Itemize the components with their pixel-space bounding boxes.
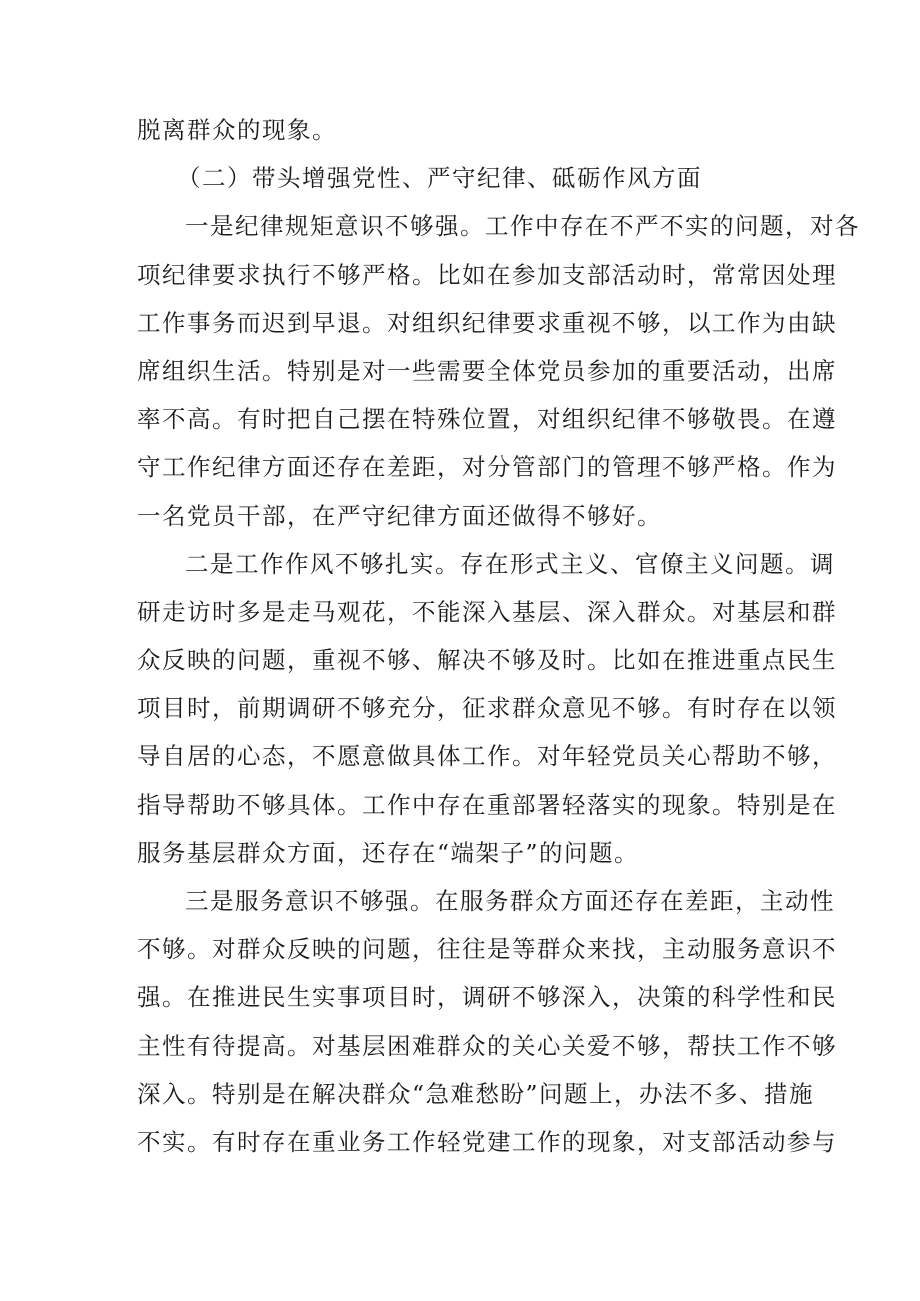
text-line: 三是服务意识不够强。在服务群众方面还存在差距，主动性: [185, 887, 835, 915]
text-line: 服务基层群众方面，还存在“端架子”的问题。: [137, 838, 640, 867]
section-heading: （二）带头增强党性、严守纪律、砥砺作风方面: [177, 164, 702, 193]
text-line: 不实。有时存在重业务工作轻党建工作的现象，对支部活动参与: [137, 1127, 837, 1156]
text-line: 脱离群众的现象。: [137, 116, 337, 144]
text-line: 一是纪律规矩意识不够强。工作中存在不严不实的问题，对各: [185, 212, 860, 241]
document-body: [137, 106, 860, 1166]
text-line: 强。在推进民生实事项目时，调研不够深入，决策的科学性和民: [137, 983, 837, 1012]
text-line: 二是工作作风不够扎实。存在形式主义、官僚主义问题。调: [185, 549, 835, 578]
text-line: 项目时，前期调研不够充分，征求群众意见不够。有时存在以领: [137, 694, 837, 723]
text-line: 守工作纪律方面还存在差距，对分管部门的管理不够严格。作为: [137, 453, 837, 482]
text-line: 不够。对群众反映的问题，往往是等群众来找，主动服务意识不: [137, 935, 837, 964]
text-line: 深入。特别是在解决群众“急难愁盼”问题上，办法不多、措施: [137, 1079, 815, 1108]
text-line: 一名党员干部，在严守纪律方面还做得不够好。: [137, 501, 662, 530]
text-line: 众反映的问题，重视不够、解决不够及时。比如在推进重点民生: [137, 646, 837, 675]
text-line: 率不高。有时把自己摆在特殊位置，对组织纪律不够敬畏。在遵: [137, 405, 837, 434]
text-line: 指导帮助不够具体。工作中存在重部署轻落实的现象。特别是在: [137, 790, 837, 819]
text-line: 导自居的心态，不愿意做具体工作。对年轻党员关心帮助不够，: [137, 742, 837, 771]
text-line: 项纪律要求执行不够严格。比如在参加支部活动时，常常因处理: [137, 260, 837, 289]
text-line: 工作事务而迟到早退。对组织纪律要求重视不够，以工作为由缺: [137, 308, 837, 337]
text-line: 主性有待提高。对基层困难群众的关心关爱不够，帮扶工作不够: [137, 1031, 837, 1060]
text-line: 席组织生活。特别是对一些需要全体党员参加的重要活动，出席: [137, 356, 837, 385]
text-line: 研走访时多是走马观花，不能深入基层、深入群众。对基层和群: [137, 597, 837, 626]
